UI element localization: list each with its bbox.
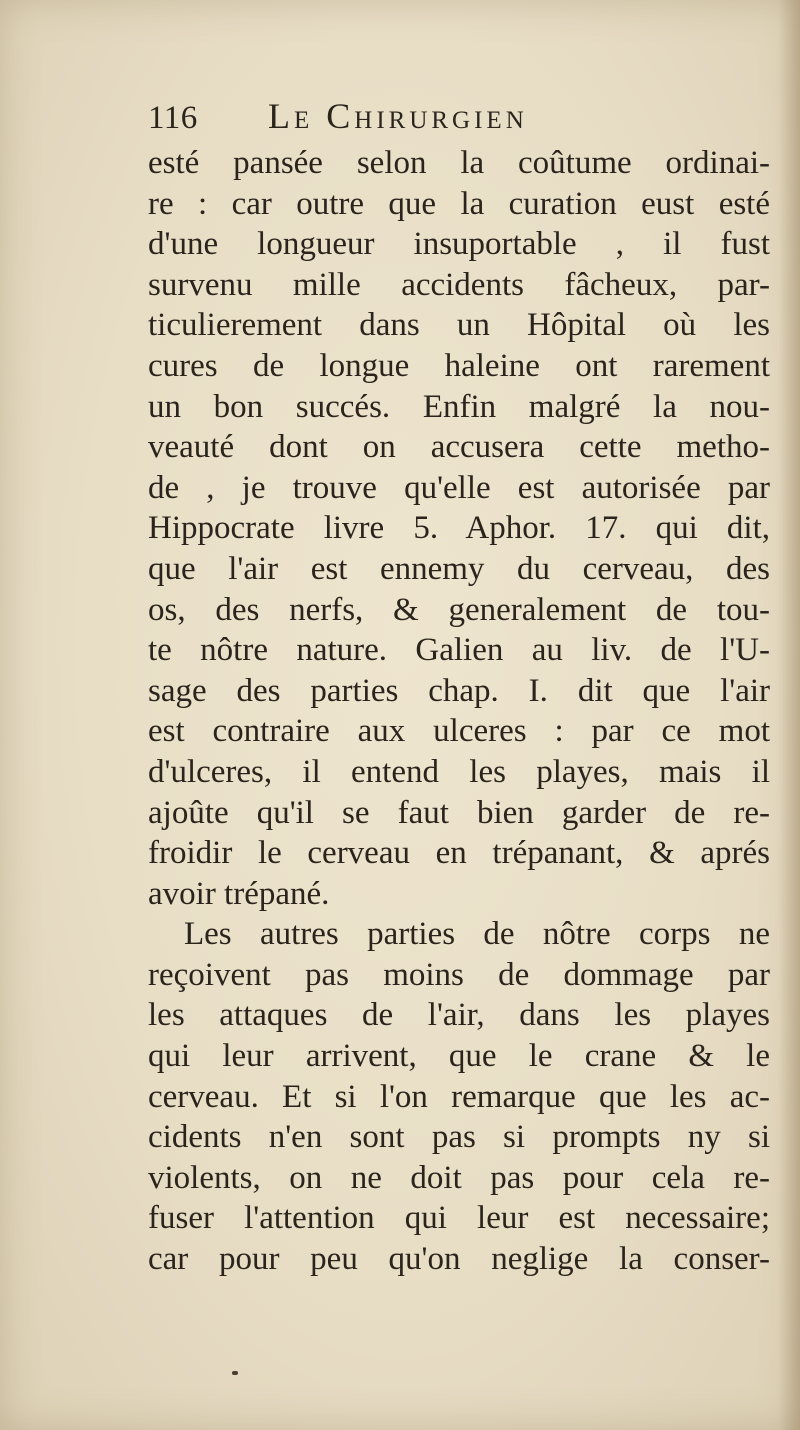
text-line: de , je trouve qu'elle est autorisée par (148, 469, 770, 506)
text-line: que l'air est ennemy du cerveau, des (148, 550, 770, 587)
text-line: est contraire aux ulceres : par ce mot (148, 713, 770, 750)
text-line: cerveau. Et si l'on remarque que les ac- (148, 1078, 770, 1115)
text-line: survenu mille accidents fâcheux, par- (148, 266, 770, 303)
page-gutter-shadow (778, 0, 800, 1430)
page-header (148, 95, 770, 143)
text-line: sage des parties chap. I. dit que l'air (148, 672, 770, 709)
text-line: d'ulceres, il entend les playes, mais il (148, 753, 770, 790)
text-block (148, 95, 770, 1280)
text-line: re : car outre que la curation eust esté (148, 185, 770, 222)
paragraph-start-line: Les autres parties de nôtre corps ne (184, 916, 770, 953)
text-line: froidir le cerveau en trépanant, & aprés (148, 835, 770, 872)
ink-speck (232, 1371, 238, 1375)
text-line: os, des nerfs, & generalement de tou- (148, 591, 770, 628)
running-title: Le Chirurgien (268, 96, 528, 136)
text-line: cures de longue haleine ont rarement (148, 347, 770, 384)
text-line: un bon succés. Enfin malgré la nou- (148, 388, 770, 425)
text-line: violents, on ne doit pas pour cela re- (148, 1159, 770, 1196)
text-line: d'une longueur insuportable , il fust (148, 226, 770, 263)
text-line: esté pansée selon la coûtume ordinai- (148, 145, 770, 181)
text-line: veauté dont on accusera cette metho- (148, 429, 770, 466)
text-line: Hippocrate livre 5. Aphor. 17. qui dit, (148, 510, 770, 547)
text-line: cidents n'en sont pas si prompts ny si (148, 1119, 770, 1156)
text-line: ajoûte qu'il se faut bien garder de re- (148, 794, 770, 831)
page-number: 116 (148, 100, 198, 136)
text-line: reçoivent pas moins de dommage par (148, 956, 770, 993)
paragraph-end-line: avoir trépané. (148, 875, 330, 912)
text-line: qui leur arrivent, que le crane & le (148, 1038, 770, 1075)
text-line: car pour peu qu'on neglige la conser- (148, 1241, 770, 1278)
text-line: les attaques de l'air, dans les playes (148, 997, 770, 1034)
text-line: te nôtre nature. Galien au liv. de l'U- (148, 632, 770, 669)
text-line: ticulierement dans un Hôpital où les (148, 307, 770, 344)
text-line: fuser l'attention qui leur est necessaire; (148, 1200, 770, 1237)
